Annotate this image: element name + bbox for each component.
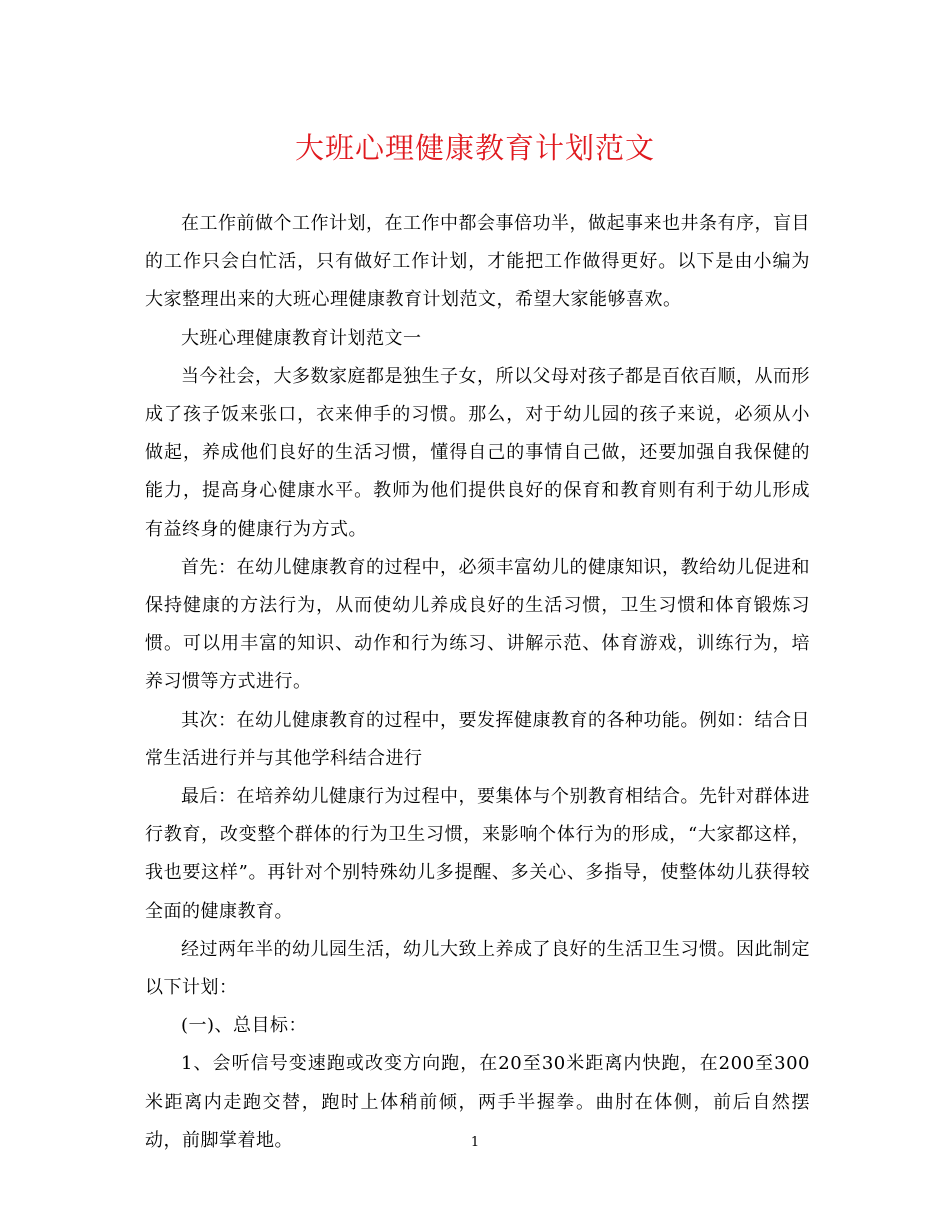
list-item: 1、会听信号变速跑或改变方向跑，在20至30米距离内快跑，在200至300米距离内走跑交替，跑时上体稍前倾，两手半握拳。曲肘在体侧，前后自然摆动，前脚掌着地。 — [145, 1053, 810, 1151]
paragraph: 其次：在幼儿健康教育的过程中，要发挥健康教育的各种功能。例如：结合日常生活进行并与其他学科结合进行 — [145, 709, 810, 769]
paragraph: 经过两年半的幼儿园生活，幼儿大致上养成了良好的生活卫生习惯。因此制定以下计划： — [145, 938, 810, 999]
document-title: 大班心理健康教育计划范文 — [294, 131, 655, 165]
subheading-general-goals: (一)、总目标： — [181, 1015, 308, 1037]
paragraph: 首先：在幼儿健康教育的过程中，必须丰富幼儿的健康知识，教给幼儿促进和保持健康的方法行为，从而使幼儿养成良好的生活习惯，卫生习惯和体育锻炼习惯。可以用丰富的知识、动作和行为练习、讲解示范、体育游戏，训练行为，培养习惯等方式进行。 — [145, 556, 810, 693]
paragraph-intro: 在工作前做个工作计划，在工作中都会事倍功半，做起事来也井条有序，盲目的工作只会白忙活，只有做好工作计划，才能把工作做得更好。以下是由小编为大家整理出来的大班心理健康教育计划范文，希望大家能够喜欢。 — [145, 213, 810, 311]
paragraph: 最后：在培养幼儿健康行为过程中，要集体与个别教育相结合。先针对群体进行教育，改变整个群体的行为卫生习惯，来影响个体行为的形成，“大家都这样，我也要这样”。再针对个别特殊幼儿多提醒、多关心、多指导，使整体幼儿获得较全面的健康教育。 — [145, 786, 810, 922]
paragraph: 当今社会，大多数家庭都是独生子女，所以父母对孩子都是百依百顺，从而形成了孩子饭来张口，衣来伸手的习惯。那么，对于幼儿园的孩子来说，必须从小做起，养成他们良好的生活习惯，懂得自己的事情自己做，还要加强自我保健的能力，提高身心健康水平。教师为他们提供良好的保育和教育则有利于幼儿形成有益终身的健康行为方式。 — [145, 365, 810, 540]
document-body — [145, 205, 810, 1160]
page-number: 1 — [470, 1135, 480, 1150]
section-heading: 大班心理健康教育计划范文一 — [181, 327, 422, 349]
